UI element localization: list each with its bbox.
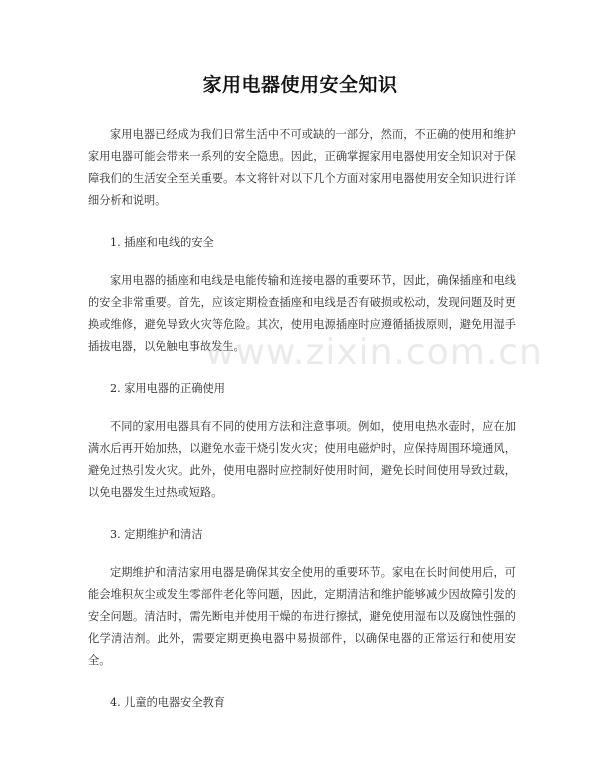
watermark: www.zixin.com.cn — [205, 332, 543, 373]
section-heading-4: 4. 儿童的电器安全教育 — [110, 696, 225, 709]
section-heading-1: 1. 插座和电线的安全 — [110, 236, 214, 249]
section-paragraph-3: 定期维护和清洁家用电器是确保其安全使用的重要环节。家电在长时间使用后，可能会堆积灰尘或发生零部件老化等问题，因此，定期清洁和维护能够减少因故障引发的安全问题。清洁时，需先断电并使用干燥的布进行擦拭，避免使用湿布以及腐蚀性强的化学清洁剂。此外，需要定期更换电器中易损部件，以确保电器的正常运行和使用安全。 — [88, 566, 516, 667]
intro-paragraph: 家用电器已经成为我们日常生活中不可或缺的一部分，然而，不正确的使用和维护家用电器可能会带来一系列的安全隐患。因此，正确掌握家用电器使用安全知识对于保障我们的生活安全至关重要。本文将针对以下几个方面对家用电器使用安全知识进行详细分析和说明。 — [88, 128, 516, 207]
section-paragraph-1: 家用电器的插座和电线是电能传输和连接电器的重要环节，因此，确保插座和电线的安全非常重要。首先，应该定期检查插座和电线是否有破损或松动，发现问题及时更换或维修，避免导致火灾等危险。其次，使用电源插座时应遵循插拔原则，避免用湿手插拔电器，以免触电事故发生。 — [88, 274, 516, 353]
page-title: 家用电器使用安全知识 — [202, 74, 398, 96]
section-paragraph-2: 不同的家用电器具有不同的使用方法和注意事项。例如，使用电热水壶时，应在加满水后再开始加热，以避免水壶干烧引发火灾；使用电磁炉时，应保持周围环境通风，避免过热引发火灾。此外，使用电器时应控制好使用时间，避免长时间使用导致过载，以免电器发生过热或短路。 — [88, 420, 516, 499]
section-heading-2: 2. 家用电器的正确使用 — [110, 382, 225, 395]
document-body — [88, 124, 516, 730]
section-heading-3: 3. 定期维护和清洁 — [110, 528, 203, 541]
